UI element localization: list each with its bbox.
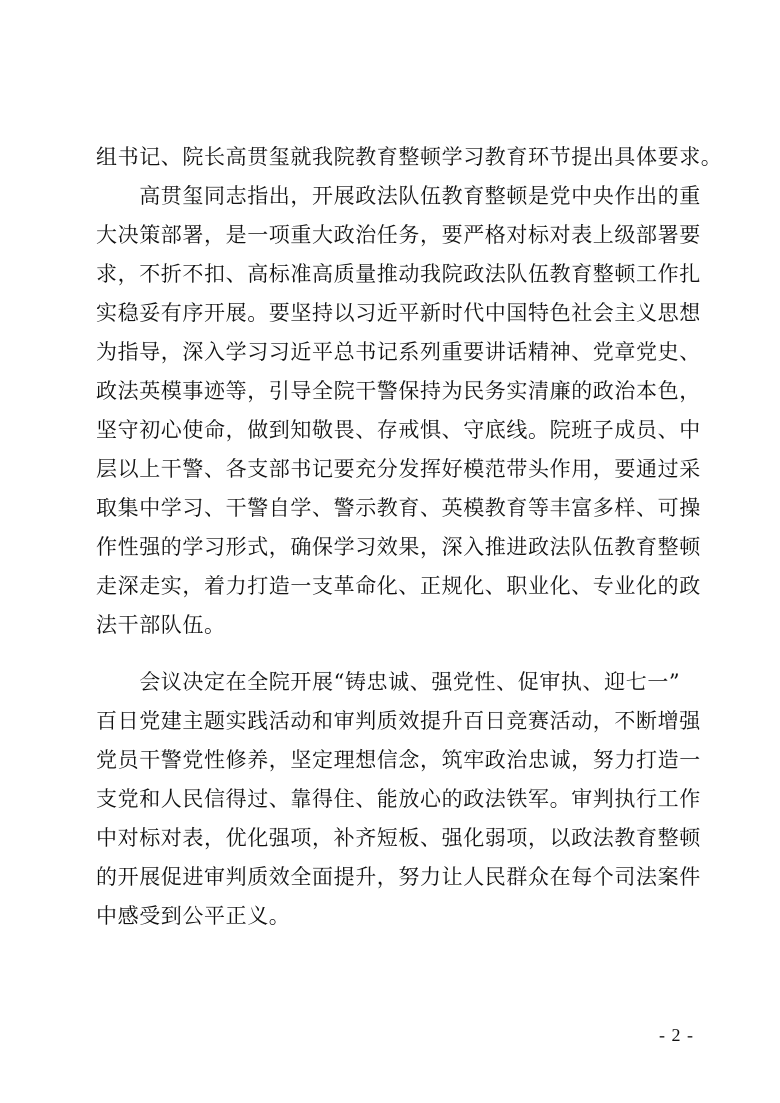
text-line: 实稳妥有序开展。要坚持以习近平新时代中国特色社会主义思想: [96, 301, 701, 325]
text-line: 坚守初心使命，做到知敬畏、存戒惧、守底线。院班子成员、中: [96, 418, 701, 442]
text-line: 层以上干警、各支部书记要充分发挥好模范带头作用，要通过采: [96, 457, 701, 481]
text-line: 取集中学习、干警自学、警示教育、英模教育等丰富多样、可操: [96, 496, 701, 520]
text-line: 组书记、院长高贯玺就我院教育整顿学习教育环节提出具体要求。: [96, 145, 723, 169]
text-line: 大决策部署，是一项重大政治任务，要严格对标对表上级部署要: [96, 223, 701, 247]
text-line: 为指导，深入学习习近平总书记系列重要讲话精神、党章党史、: [96, 340, 701, 364]
text-line: 的开展促进审判质效全面提升，努力让人民群众在每个司法案件: [96, 865, 701, 889]
text-line: 百日党建主题实践活动和审判质效提升百日竞赛活动，不断增强: [96, 709, 701, 733]
text-line: 会议决定在全院开展“铸忠诚、强党性、促审执、迎七一”: [96, 670, 681, 694]
text-line: 政法英模事迹等，引导全院干警保持为民务实清廉的政治本色，: [96, 379, 701, 403]
text-line: 求，不折不扣、高标准高质量推动我院政法队伍教育整顿工作扎: [96, 262, 701, 286]
page-number: - 2 -: [659, 1025, 694, 1045]
text-line: 中对标对表，优化强项，补齐短板、强化弱项，以政法教育整顿: [96, 826, 701, 850]
text-line: 高贯玺同志指出，开展政法队伍教育整顿是党中央作出的重: [96, 184, 701, 208]
text-line: 法干部队伍。: [96, 613, 226, 637]
text-line: 党员干警党性修养，坚定理想信念，筑牢政治忠诚，努力打造一: [96, 748, 701, 772]
text-line: 中感受到公平正义。: [96, 904, 291, 928]
text-line: 走深走实，着力打造一支革命化、正规化、职业化、专业化的政: [96, 574, 701, 598]
text-line: 支党和人民信得过、靠得住、能放心的政法铁军。审判执行工作: [96, 787, 701, 811]
text-line: 作性强的学习形式，确保学习效果，深入推进政法队伍教育整顿: [96, 535, 701, 559]
